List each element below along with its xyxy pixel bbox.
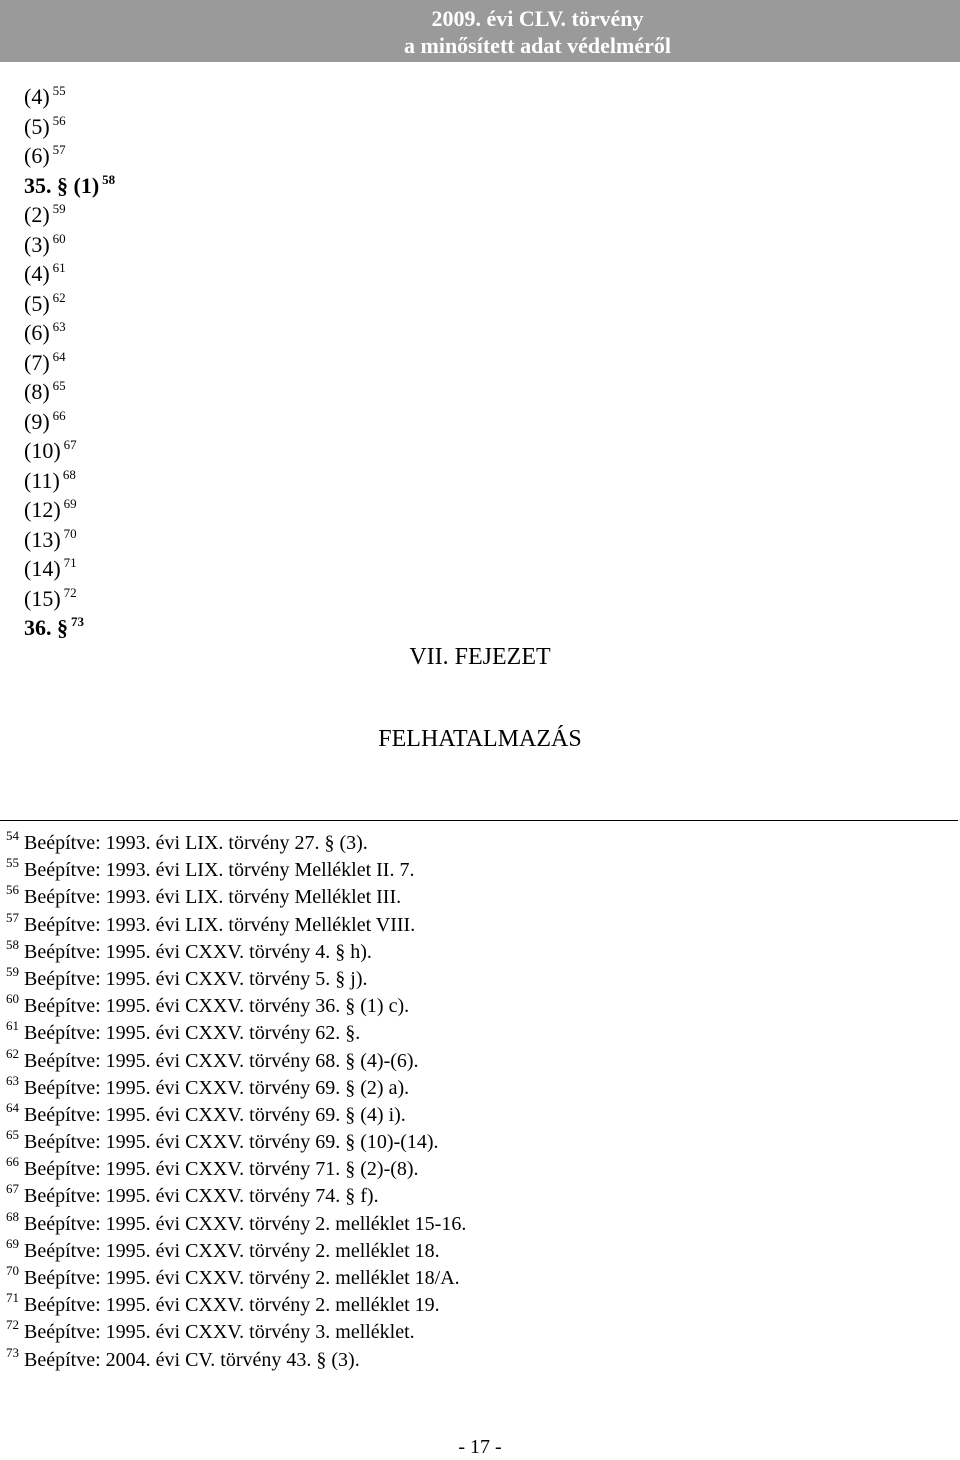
paragraph-item [24,232,115,262]
footnote [6,828,466,859]
paragraph-label: (5) [24,290,50,316]
footnote-ref[interactable]: 56 [52,112,66,128]
paragraph-label: (11) [24,467,60,493]
footnote-text: Beépítve: 1995. évi CXXV. törvény 2. melléklet 15-16. [24,1212,467,1235]
footnote-number: 59 [6,963,19,979]
footnote-text: Beépítve: 1993. évi LIX. törvény Melléklet III. [24,886,402,909]
footnote-text: Beépítve: 1995. évi CXXV. törvény 71. § (2)-(8). [24,1158,419,1181]
footnote-text: Beépítve: 1995. évi CXXV. törvény 2. melléklet 19. [24,1294,440,1317]
paragraph-label: (13) [24,526,61,552]
page-header [0,0,960,62]
footnote-ref[interactable]: 65 [52,378,66,393]
footnote-number: 56 [6,882,19,898]
footnote-ref[interactable]: 57 [52,142,66,157]
paragraph-label: (6) [24,320,50,345]
paragraph-label: (9) [24,408,50,434]
footnote-text: Beépítve: 1993. évi LIX. törvény Melléklet II. 7. [24,859,415,882]
paragraph-item [24,438,115,468]
footnote-text: Beépítve: 1995. évi CXXV. törvény 4. § h). [24,940,372,963]
footnote-ref[interactable]: 69 [63,496,77,511]
footnote [6,1099,466,1131]
paragraph-item [24,527,115,557]
footnote-text: Beépítve: 1995. évi CXXV. törvény 74. § f). [24,1185,379,1208]
paragraph-label: (7) [24,349,50,375]
footnote-number: 57 [6,909,19,925]
paragraph-item [24,291,115,321]
footnote-ref[interactable]: 67 [63,437,77,452]
footnote-ref[interactable]: 60 [52,230,66,246]
footnote [6,1235,466,1267]
footnote [6,1018,466,1049]
footnote-number: 67 [6,1181,19,1197]
header-title: 2009. évi CLV. törvény [431,6,644,31]
footnote-ref[interactable]: 68 [62,466,76,482]
footnote-number: 65 [6,1127,19,1143]
footnote-number: 63 [6,1072,19,1088]
footnote-text: Beépítve: 2004. évi CV. törvény 43. § (3). [24,1348,360,1371]
footnote-text: Beépítve: 1995. évi CXXV. törvény 62. §. [24,1022,361,1045]
footnote [6,1290,466,1321]
footnote-ref[interactable]: 61 [52,260,66,275]
footnote-ref[interactable]: 70 [63,525,77,541]
footnote-text: Beépítve: 1995. évi CXXV. törvény 36. § (1) c). [24,995,410,1018]
paragraph-item [24,320,115,350]
footnote-ref[interactable]: 55 [52,83,66,98]
footnote-number: 64 [6,1099,19,1115]
chapter-title: FELHATALMAZÁS [378,726,582,752]
footnote [6,1045,466,1077]
footnote-number: 69 [6,1235,19,1251]
footnote-ref[interactable]: 73 [71,614,84,629]
paragraph-label: (3) [24,231,50,257]
footnote-number: 73 [6,1344,19,1360]
footnote-number: 70 [6,1263,19,1278]
footnote [6,1208,467,1240]
footnote-ref[interactable]: 59 [52,201,66,216]
footnote [6,1072,466,1104]
footnote [6,1127,466,1158]
footnote [6,855,466,886]
paragraph-item [24,350,115,380]
paragraph-item [24,261,115,291]
footnote-text: Beépítve: 1995. évi CXXV. törvény 2. melléklet 18. [24,1239,440,1262]
footnote-text: Beépítve: 1993. évi LIX. törvény Melléklet VIII. [24,913,416,936]
footnote [6,1154,466,1185]
paragraph-label: (10) [24,438,61,463]
paragraph-label: 36. § [24,615,68,640]
paragraph-item [24,497,115,527]
footnote-number: 68 [6,1208,19,1224]
paragraph-label: (4) [24,261,50,286]
footnote-number: 54 [6,828,19,843]
paragraph-item [24,409,115,439]
paragraph-item [24,586,115,616]
footnote [6,1317,466,1348]
footnote-text: Beépítve: 1995. évi CXXV. törvény 5. § j). [24,967,368,990]
paragraph-item [24,556,115,586]
footnote [6,1263,466,1294]
paragraph-label: (4) [24,84,50,109]
footnote [6,963,466,995]
footnote-ref[interactable]: 64 [52,348,66,364]
paragraph-label: (15) [24,585,61,611]
footnote [6,936,466,968]
footnote-number: 66 [6,1154,19,1170]
footnote-text: Beépítve: 1993. évi LIX. törvény 27. § (3). [24,832,368,854]
paragraph-item [24,468,115,498]
footnote [6,1344,466,1376]
paragraph-item [24,173,115,203]
footnote-ref[interactable]: 71 [63,555,77,570]
footnote-separator [0,820,958,821]
paragraph-label: (8) [24,379,50,404]
paragraph-label: (6) [24,143,50,168]
paragraph-label: (5) [24,113,50,139]
footnote-ref[interactable]: 72 [63,584,77,600]
footnote-ref[interactable]: 66 [52,407,66,423]
paragraph-item [24,615,115,645]
footnote-number: 61 [6,1018,19,1034]
footnote-number: 58 [6,936,19,952]
paragraph-item [24,143,115,173]
footnote-ref[interactable]: 62 [52,289,66,305]
paragraph-label: 35. § (1) [24,172,100,198]
paragraph-label: (2) [24,202,50,227]
footnote [6,882,466,913]
page-number: - 17 - [458,1436,502,1458]
footnote-number: 72 [6,1317,19,1333]
footnote-ref[interactable]: 63 [52,319,66,334]
paragraph-item [24,202,115,232]
footnote-text: Beépítve: 1995. évi CXXV. törvény 3. melléklet. [24,1321,415,1344]
footnotes [6,828,467,1376]
paragraph-item [24,379,115,409]
footnote-number: 62 [6,1045,19,1061]
footnote [6,991,466,1022]
footnote [6,909,466,941]
footnote-text: Beépítve: 1995. évi CXXV. törvény 69. § (4) i). [24,1103,406,1126]
paragraph-label: (12) [24,497,61,522]
footnote [6,1181,466,1212]
footnote-number: 71 [6,1290,19,1306]
footnote-text: Beépítve: 1995. évi CXXV. törvény 68. § (4)-(6). [24,1049,419,1072]
paragraph-label: (14) [24,556,61,581]
footnote-text: Beépítve: 1995. évi CXXV. törvény 69. § (10)-(14). [24,1131,439,1154]
paragraph-list [24,84,115,645]
header-subtitle: a minősített adat védelméről [404,33,671,58]
paragraph-item [24,114,115,144]
footnote-ref[interactable]: 58 [102,171,116,187]
chapter-number: VII. FEJEZET [409,644,551,670]
paragraph-item [24,84,115,114]
footnote-text: Beépítve: 1995. évi CXXV. törvény 2. melléklet 18/A. [24,1267,460,1289]
footnote-number: 55 [6,855,19,871]
footnote-number: 60 [6,991,19,1007]
footnote-text: Beépítve: 1995. évi CXXV. törvény 69. § (2) a). [24,1076,410,1099]
